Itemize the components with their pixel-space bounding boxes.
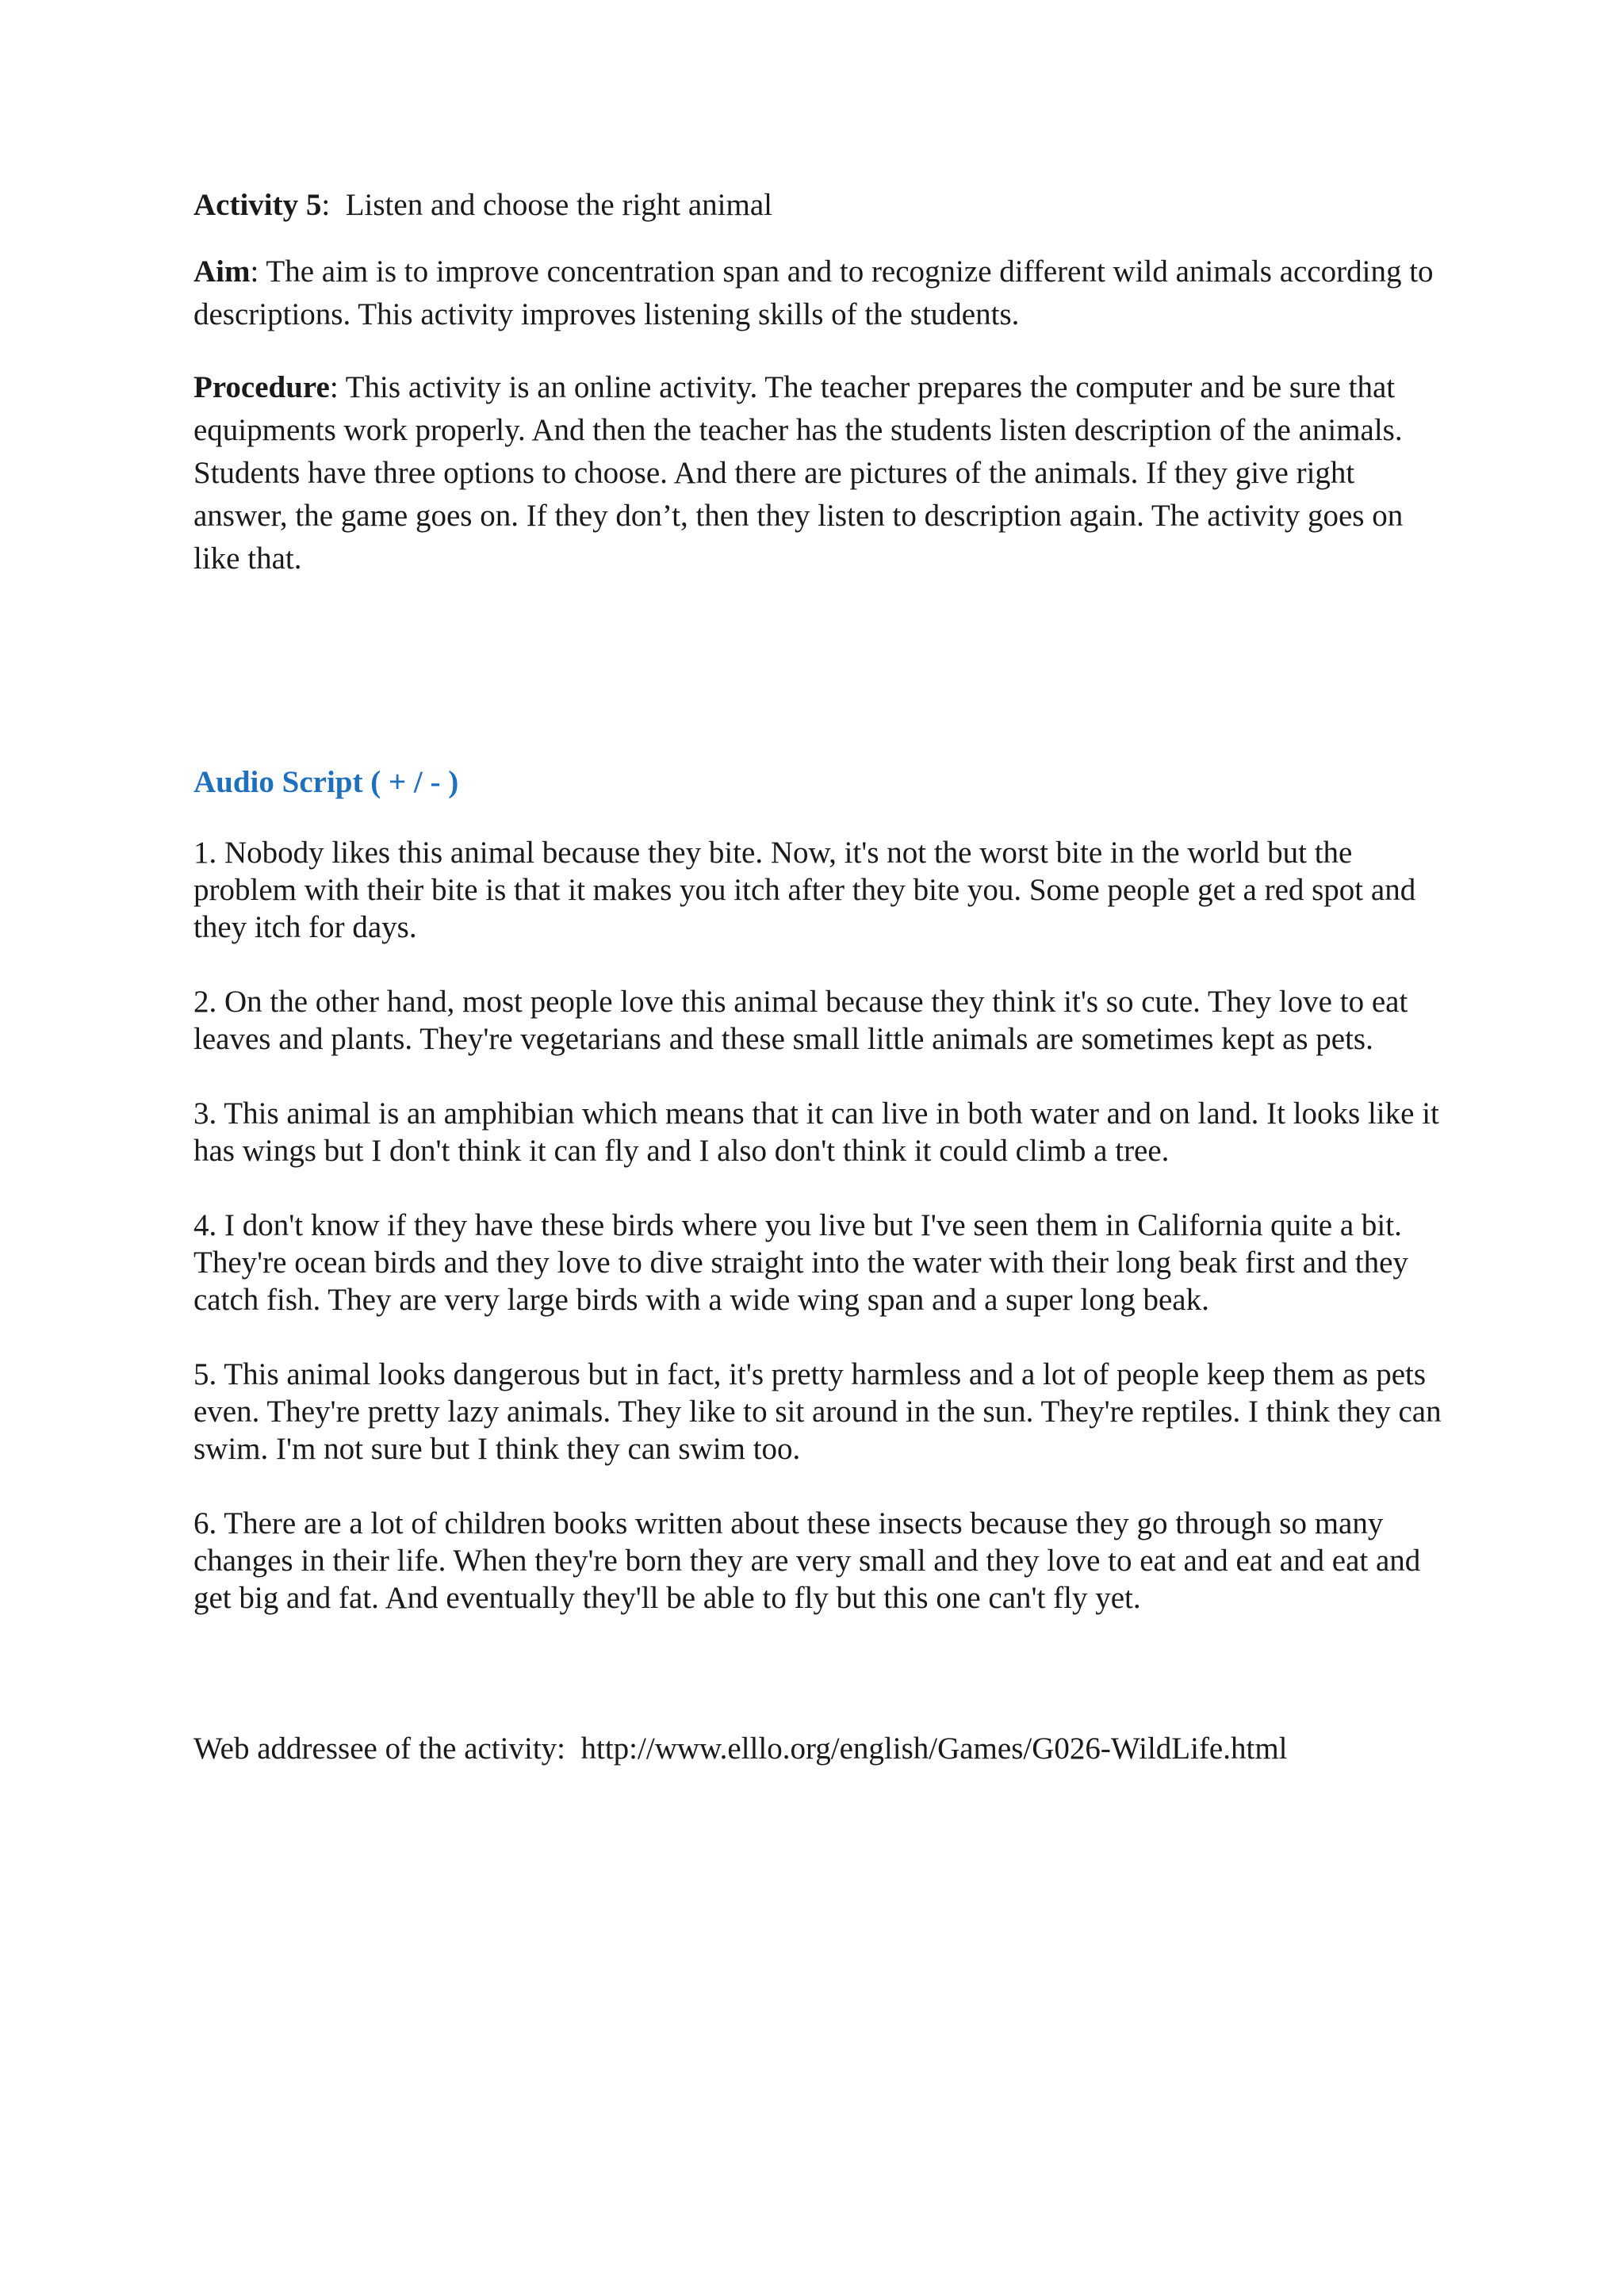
script-item-1: 1. Nobody likes this animal because they bite. Now, it's not the worst bite in the world but the problem with their bite is that it makes you itch after they bite you. Some people get a red spot and they itch for days.	[193, 836, 1416, 944]
audio-script-heading: Audio Script ( + / - )	[193, 765, 459, 799]
aim-text: The aim is to improve concentration span and to recognize different wild animals according to descriptions. This activity improves listening skills of the students.	[193, 254, 1434, 331]
activity-title-text: Listen and choose the right animal	[345, 188, 772, 222]
script-item-2: 2. On the other hand, most people love this animal because they think it's so cute. They love to eat leaves and plants. They're vegetarians and these small little animals are sometimes kept as pets.	[193, 985, 1408, 1056]
aim-label: Aim	[193, 254, 251, 289]
script-item-5: 5. This animal looks dangerous but in fact, it's pretty harmless and a lot of people keep them as pets even. They're pretty lazy animals. They like to sit around in the sun. They're reptiles. I think they can swim. I'm not sure but I think they can swim too.	[193, 1357, 1442, 1466]
procedure-label: Procedure	[193, 370, 330, 404]
document-page	[193, 184, 1446, 1770]
aim-paragraph: Aim: The aim is to improve concentration span and to recognize different wild animals according to descriptions. This activity improves listening skills of the students.	[193, 254, 1434, 331]
script-item-3: 3. This animal is an amphibian which means that it can live in both water and on land. It looks like it has wings but I don't think it can fly and I also don't think it could climb a tree.	[193, 1096, 1439, 1168]
activity-title: Activity 5: Listen and choose the right animal	[193, 188, 772, 222]
web-address-url: http://www.elllo.org/english/Games/G026-WildLife.html	[580, 1732, 1288, 1766]
procedure-paragraph: Procedure: This activity is an online activity. The teacher prepares the computer and be sure that equipments work properly. And then the teacher has the students listen description of the animals. Students have three options to choose. And there are pictures of the animals. If they give right answer, the game goes on. If they don’t, then they listen to description again. The activity goes on like that.	[193, 370, 1404, 576]
script-item-6: 6. There are a lot of children books written about these insects because they go through so many changes in their life. When they're born they are very small and they love to eat and eat and eat and get big and fat. And eventually they'll be able to fly but this one can't fly yet.	[193, 1506, 1421, 1615]
script-item-4: 4. I don't know if they have these birds where you live but I've seen them in California quite a bit. They're ocean birds and they love to dive straight into the water with their long beak first and they catch fish. They are very large birds with a wide wing span and a super long beak.	[193, 1208, 1408, 1317]
procedure-text: This activity is an online activity. The teacher prepares the computer and be sure that equipments work properly. And then the teacher has the students listen description of the animals. Students have three options to choose. And there are pictures of the animals. If they give right answer, the game goes on. If they don’t, then they listen to description again. The activity goes on like that.	[193, 370, 1404, 576]
web-address-label: Web addressee of the activity:	[193, 1732, 566, 1766]
activity-label: Activity 5	[193, 188, 322, 222]
web-address-line	[193, 1728, 1446, 1770]
